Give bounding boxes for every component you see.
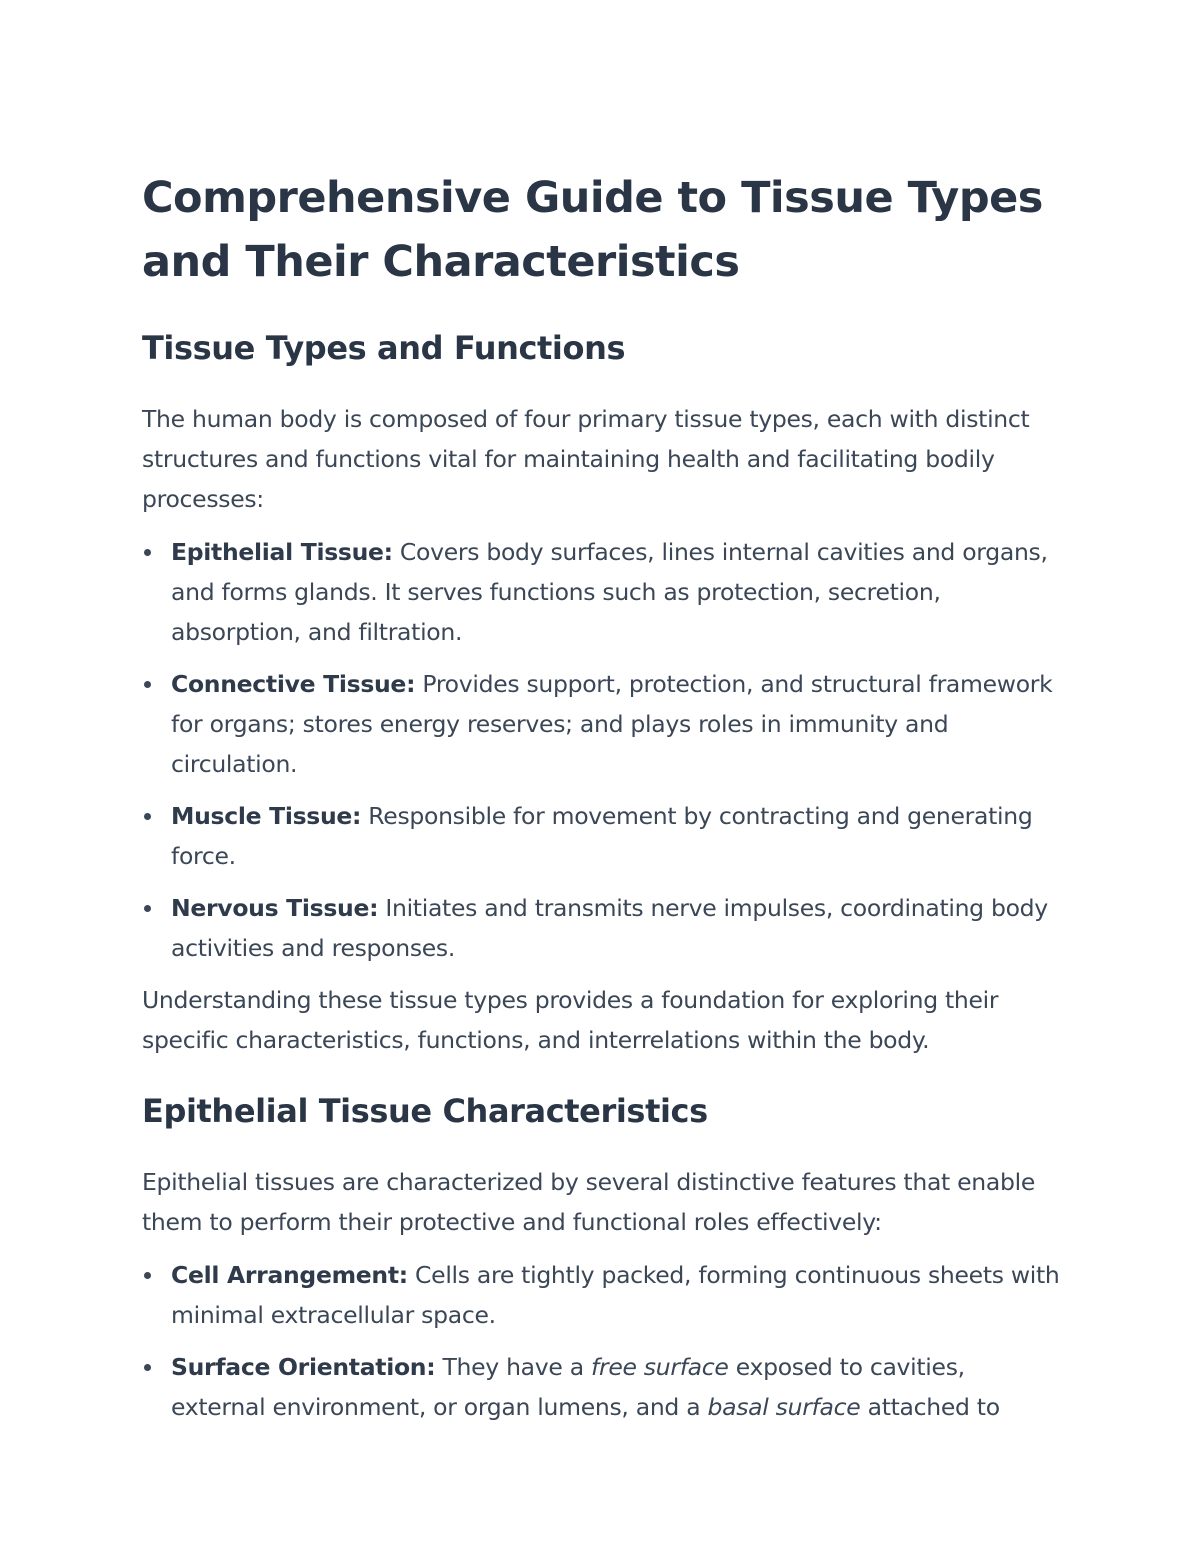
list-item bbox=[142, 1347, 1060, 1427]
bullet-icon bbox=[144, 813, 151, 820]
list-item bbox=[142, 664, 1060, 784]
list-item bbox=[142, 796, 1060, 876]
list-item-term: Connective Tissue: bbox=[171, 670, 416, 698]
list-item-term: Epithelial Tissue: bbox=[171, 538, 393, 566]
list-item bbox=[142, 1255, 1060, 1335]
list-item-text: Covers body surfaces, lines internal cavities and organs, and forms glands. It serves functions such as protection, secretion, absorption, and filtration. bbox=[171, 538, 1048, 646]
section-summary-paragraph: Understanding these tissue types provides a foundation for exploring their specific characteristics, functions, and interrelations within the body. bbox=[142, 986, 999, 1054]
section-intro-paragraph: The human body is composed of four primary tissue types, each with distinct structures and functions vital for maintaining health and facilitating bodily processes: bbox=[142, 405, 1030, 513]
list-item-text: Initiates and transmits nerve impulses, coordinating body activities and responses. bbox=[171, 894, 1048, 962]
list-item-term: Muscle Tissue: bbox=[171, 802, 362, 830]
bullet-icon bbox=[144, 1364, 151, 1371]
tissue-types-list bbox=[142, 532, 1060, 968]
list-item-term: Cell Arrangement: bbox=[171, 1261, 408, 1289]
document-title: Comprehensive Guide to Tissue Types and Their Characteristics bbox=[142, 173, 1043, 287]
bullet-icon bbox=[144, 549, 151, 556]
document-page bbox=[142, 166, 1060, 1427]
emphasis-free-surface: free surface bbox=[590, 1353, 729, 1381]
list-item-text: They have a bbox=[435, 1353, 591, 1381]
list-item-term: Nervous Tissue: bbox=[171, 894, 379, 922]
list-item bbox=[142, 532, 1060, 652]
list-item-text: exposed to cavities, external environment, or organ lumens, and a bbox=[171, 1353, 965, 1421]
list-item bbox=[142, 888, 1060, 968]
bullet-icon bbox=[144, 681, 151, 688]
list-item-text: attached to bbox=[860, 1393, 1000, 1421]
bullet-icon bbox=[144, 905, 151, 912]
section-heading-tissue-types: Tissue Types and Functions bbox=[142, 329, 626, 367]
epithelial-characteristics-list bbox=[142, 1255, 1060, 1427]
emphasis-basal-surface: basal surface bbox=[707, 1393, 861, 1421]
list-item-text: Responsible for movement by contracting and generating force. bbox=[171, 802, 1033, 870]
epithelial-intro-paragraph: Epithelial tissues are characterized by several distinctive features that enable them to perform their protective and functional roles effectively: bbox=[142, 1168, 1035, 1236]
section-heading-epithelial: Epithelial Tissue Characteristics bbox=[142, 1092, 708, 1130]
list-item-text: Provides support, protection, and structural framework for organs; stores energy reserves; and plays roles in immunity and circulation. bbox=[171, 670, 1053, 778]
list-item-text: Cells are tightly packed, forming continuous sheets with minimal extracellular space. bbox=[171, 1261, 1060, 1329]
list-item-term: Surface Orientation: bbox=[171, 1353, 436, 1381]
bullet-icon bbox=[144, 1272, 151, 1279]
